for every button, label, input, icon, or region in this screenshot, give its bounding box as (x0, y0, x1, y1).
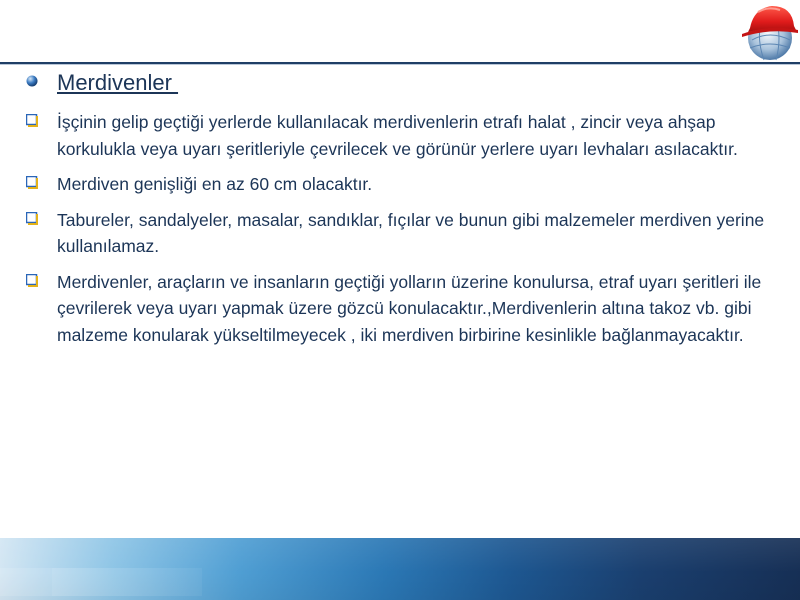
bullet-item-1 (26, 109, 771, 162)
footer-band (0, 538, 800, 600)
square-bullet-icon (26, 274, 38, 287)
heading-row (26, 68, 771, 100)
globe-bullet-icon (26, 75, 38, 87)
bullet-item-2 (26, 171, 771, 198)
safety-helmet-globe-icon (732, 0, 800, 64)
square-bullet-icon (26, 212, 38, 225)
slide-content (26, 68, 771, 348)
square-bullet-icon (26, 176, 38, 189)
footer-block-left (0, 568, 52, 596)
bullet-text: Tabureler, sandalyeler, masalar, sandıklar, fıçılar ve bunun gibi malzemeler merdiven yerine kullanılamaz. (57, 209, 765, 256)
square-bullet-icon (26, 114, 38, 127)
bullet-item-3 (26, 207, 771, 260)
header-rule-shadow (0, 64, 800, 65)
bullet-text: Merdiven genişliği en az 60 cm olacaktır. (57, 174, 373, 194)
slide-title: Merdivenler (57, 70, 179, 95)
bullet-text: Merdivenler, araçların ve insanların geçtiği yolların üzerine konulursa, etraf uyarı şeritleri ile çevrilerek veya uyarı yapmak üzere gözcü konulacaktır.,Merdivenlerin altına takoz vb. gibi malzeme konularak yükseltilmeyecek , iki merdiven birbirine kesinlikle bağlanmayacaktır. (57, 271, 762, 345)
bullet-item-4 (26, 269, 771, 349)
footer-block (52, 568, 202, 596)
bullet-text: İşçinin gelip geçtiği yerlerde kullanılacak merdivenlerin etrafı halat , zincir veya ahşap korkulukla veya uyarı şeritleriyle çevrilecek ve görünür yerlere uyarı levhaları asılacaktır. (57, 112, 738, 159)
